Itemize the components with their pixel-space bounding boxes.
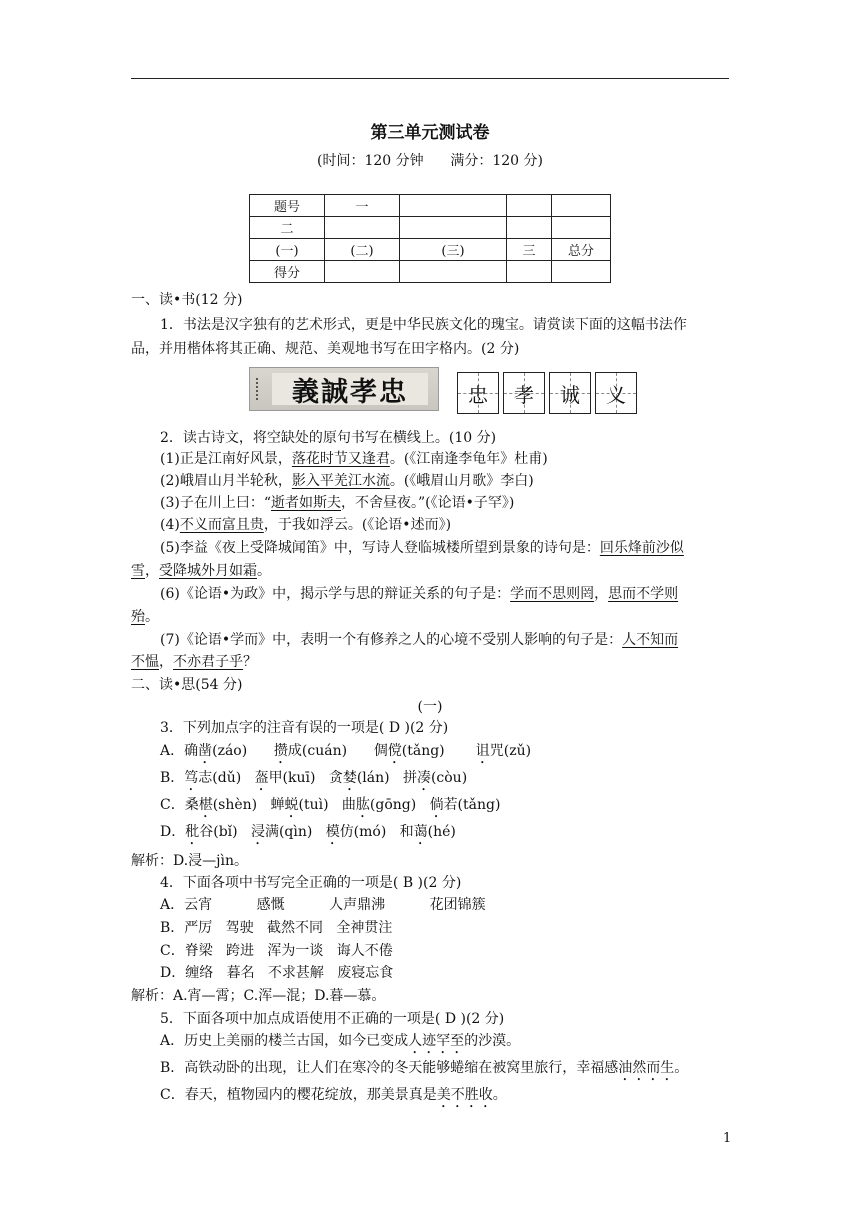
answer-analysis: 解析：D.浸—jìn。	[131, 853, 249, 869]
option-d: D．缠络 暮名 不求甚解 废寝忘食	[160, 965, 394, 981]
header-rule	[131, 78, 729, 79]
poem-line: (1)正是江南好风景，落花时节又逢君。(《江南逢李龟年》杜甫)	[160, 451, 548, 467]
question-text: 5．下面各项中加点成语使用不正确的一项是( D )(2 分)	[160, 1011, 505, 1027]
score-table	[249, 194, 611, 283]
grid-cell: 孝	[503, 372, 545, 414]
calligraphy-image	[249, 367, 439, 411]
table-cell	[325, 217, 400, 239]
table-row	[250, 239, 611, 261]
table-row	[250, 195, 611, 217]
poem-line: 雪，受降城外月如霜。	[131, 563, 271, 579]
poem-line: 不愠，不亦君子乎？	[131, 654, 257, 670]
poem-line: (3)子在川上曰：“逝者如斯夫，不舍昼夜。”(《论语•子罕》)	[160, 495, 515, 511]
table-cell: (三)	[400, 239, 507, 261]
page-number: 1	[723, 1131, 732, 1146]
page-title: 第三单元测试卷	[370, 123, 490, 143]
question-text: 3．下列加点字的注音有误的一项是( D )(2 分)	[160, 720, 449, 736]
table-cell: (一)	[250, 239, 325, 261]
option-b: B．严厉 驾驶 截然不同 全神贯注	[160, 920, 393, 936]
section-heading: 一、读•书(12 分)	[131, 292, 243, 308]
poem-line: 殆。	[131, 609, 159, 625]
table-cell	[507, 217, 552, 239]
poem-line: (7)《论语•学而》中，表明一个有修养之人的心境不受别人影响的句子是：人不知而	[160, 632, 679, 648]
table-cell: (二)	[325, 239, 400, 261]
table-cell	[400, 217, 507, 239]
seal-mark	[256, 378, 268, 400]
table-cell	[552, 195, 611, 217]
table-cell	[325, 261, 400, 283]
subsection-heading: (一)	[417, 699, 443, 715]
table-row	[250, 217, 611, 239]
option-b: B．高铁动卧的出现，让人们在寒冷的冬天能够蜷缩在被窝里旅行，幸福感油然而生。	[160, 1060, 689, 1076]
option-a: A．确凿(záo) 攒成(cuán) 倜傥(tǎng) 诅咒(zǔ)	[160, 743, 532, 759]
poem-line: (2)峨眉山月半轮秋，影入平羌江水流。(《峨眉山月歌》李白)	[160, 473, 534, 489]
answer-analysis: 解析：A.宵—霄；C.浑—混；D.暮—慕。	[131, 988, 386, 1004]
table-cell	[552, 261, 611, 283]
table-cell	[400, 261, 507, 283]
option-c: C．桑椹(shèn) 蝉蜕(tuì) 曲肱(gōng) 倘若(tǎng)	[160, 797, 501, 813]
table-cell: 三	[507, 239, 552, 261]
tianzige-grid	[457, 372, 641, 414]
table-cell	[552, 217, 611, 239]
grid-cell: 忠	[457, 372, 499, 414]
question-text: 2．读古诗文，将空缺处的原句书写在横线上。(10 分)	[160, 430, 497, 446]
option-c: C．脊梁 跨进 浑为一谈 诲人不倦	[160, 943, 393, 959]
option-d: D．秕谷(bǐ) 浸满(qìn) 模仿(mó) 和蔼(hé)	[160, 824, 456, 840]
grid-cell: 义	[595, 372, 637, 414]
question-text: 1．书法是汉字独有的艺术形式，更是中华民族文化的瑰宝。请赏读下面的这幅书法作	[160, 317, 687, 333]
poem-line: (5)李益《夜上受降城闻笛》中，写诗人登临城楼所望到景象的诗句是：回乐烽前沙似	[160, 540, 684, 556]
option-a: A．历史上美丽的楼兰古国，如今已变成人迹罕至的沙漠。	[160, 1033, 521, 1049]
option-c: C．春天，植物园内的樱花绽放，那美景真是美不胜收。	[160, 1087, 507, 1103]
grid-cell: 诚	[549, 372, 591, 414]
poem-line: (6)《论语•为政》中，揭示学与思的辩证关系的句子是：学而不思则罔，思而不学则	[160, 586, 679, 602]
table-cell: 一	[325, 195, 400, 217]
table-cell: 总分	[552, 239, 611, 261]
table-cell: 二	[250, 217, 325, 239]
table-row	[250, 261, 611, 283]
table-cell	[507, 261, 552, 283]
table-cell	[400, 195, 507, 217]
option-b: B．笃志(dǔ) 盔甲(kuī) 贪婪(lán) 拼凑(còu)	[160, 770, 468, 786]
table-cell: 题号	[250, 195, 325, 217]
poem-line: (4)不义而富且贵，于我如浮云。(《论语•述而》)	[160, 517, 452, 533]
section-heading: 二、读•思(54 分)	[131, 677, 243, 693]
calligraphy-text: 義誠孝忠	[272, 373, 428, 405]
question-text: 品，并用楷体将其正确、规范、美观地书写在田字格内。(2 分)	[131, 341, 520, 357]
table-cell: 得分	[250, 261, 325, 283]
option-a: A．云宵 感慨 人声鼎沸 花团锦簇	[160, 897, 486, 913]
exam-info: (时间：120 分钟 满分：120 分)	[317, 153, 543, 169]
question-text: 4．下面各项中书写完全正确的一项是( B )(2 分)	[160, 875, 462, 891]
table-cell	[507, 195, 552, 217]
